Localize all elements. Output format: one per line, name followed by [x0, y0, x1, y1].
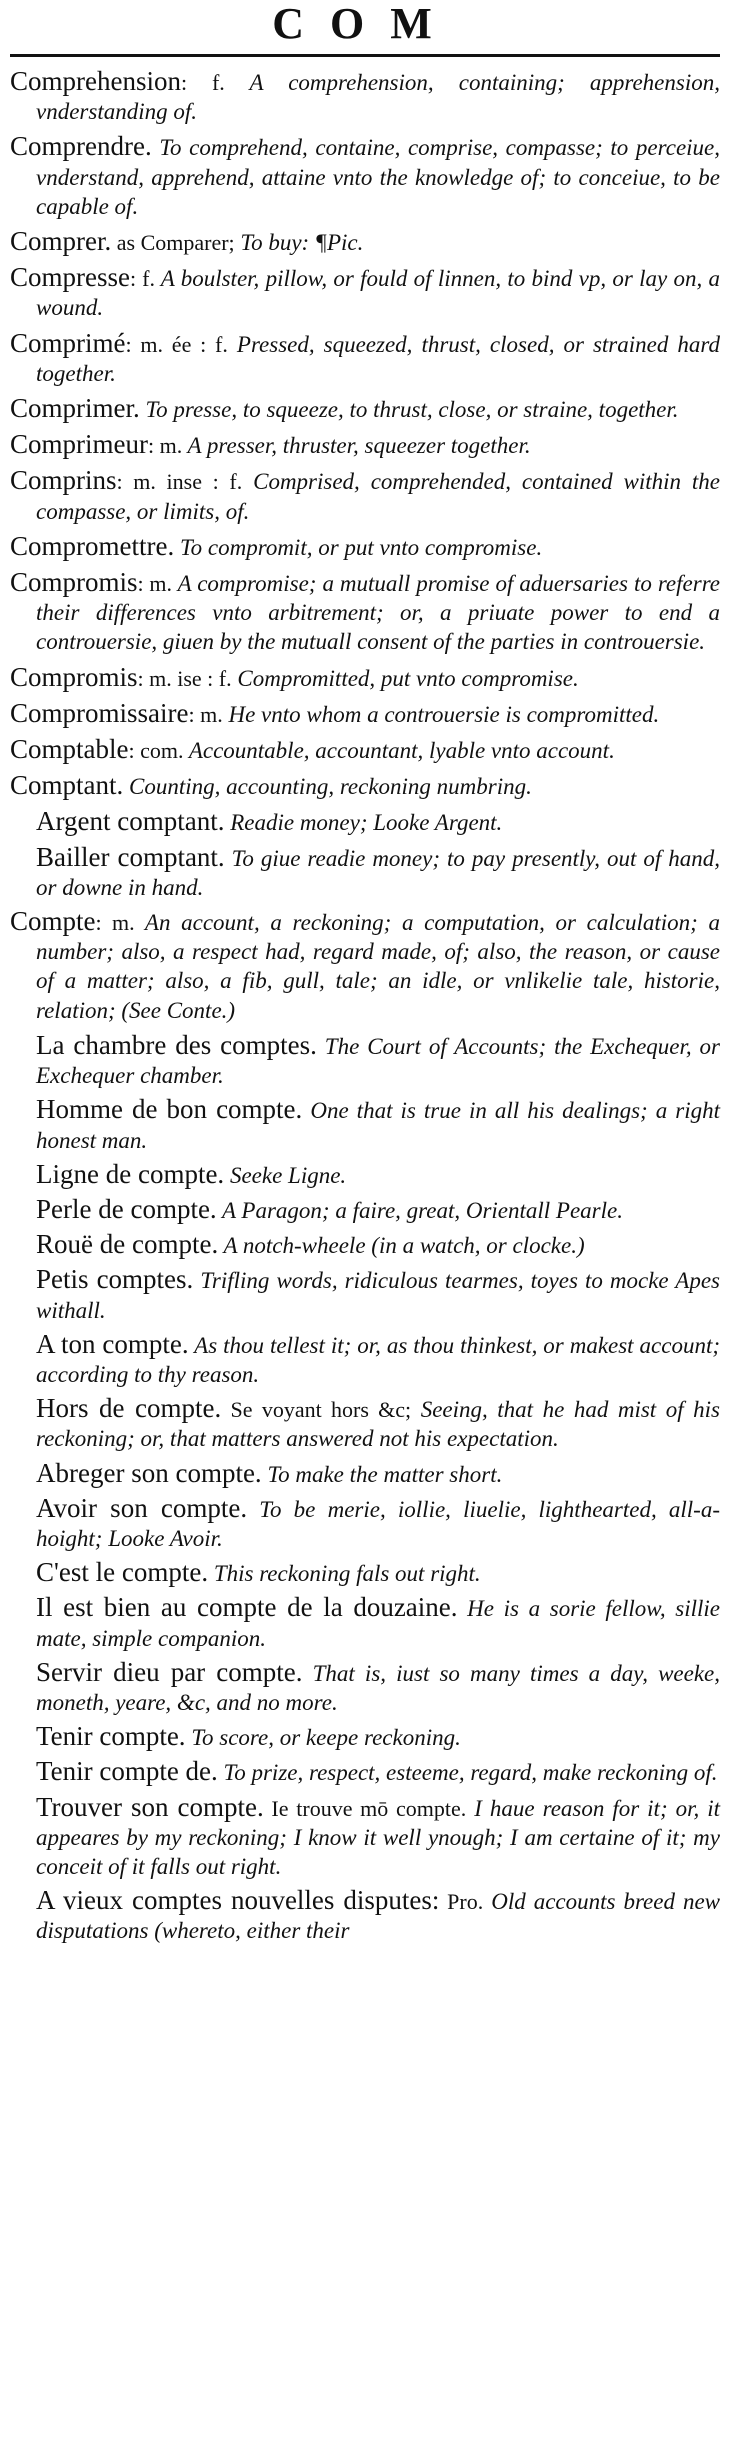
running-head: COM [272, 0, 458, 48]
entry-definition: To buy: ¶Pic. [234, 230, 364, 256]
subentry [10, 1757, 720, 1787]
entry-grammar: : f. [180, 70, 225, 95]
subentry [10, 1459, 720, 1489]
entry-definition: Seeing, that he had mist of his reckoning; or, that matters answered not his expectation. [36, 1397, 720, 1452]
subentry [10, 1394, 720, 1453]
dictionary-entry [10, 394, 720, 424]
entry-definition: Trifling words, ridiculous tearmes, toyes to mocke Apes withall. [36, 1268, 720, 1323]
dictionary-entry [10, 67, 720, 126]
entry-definition: To presse, to squeeze, to thrust, close, or straine, together. [139, 397, 679, 423]
entry-definition: A boulster, pillow, or fould of linnen, to bind vp, or lay on, a wound. [36, 266, 720, 321]
dictionary-entry [10, 132, 720, 221]
entry-headword: Compromettre. [10, 530, 175, 561]
entry-headword: Comprimer. [10, 393, 140, 424]
dictionary-entry [10, 663, 720, 693]
entry-headword: C'est le compte. [36, 1557, 209, 1588]
entry-grammar: Ie trouve mō compte. [263, 1795, 467, 1821]
subentry [10, 1160, 720, 1190]
entry-grammar: : f. [129, 266, 155, 292]
entry-grammar: : m. ée : f. [125, 331, 228, 357]
entry-headword: Compromis [10, 567, 138, 598]
entry-headword: Perle de compte. [36, 1193, 217, 1224]
subentry [10, 1031, 720, 1090]
dictionary-entry [10, 329, 720, 388]
subentry [10, 1095, 720, 1154]
entry-headword: Argent comptant. [36, 806, 225, 837]
entry-definition: A Paragon; a faire, great, Orientall Pearle. [216, 1197, 623, 1223]
entry-headword: Comprer. [10, 226, 112, 257]
dictionary-entry [10, 735, 720, 765]
entry-definition: To prize, respect, esteeme, regard, make reckoning of. [217, 1760, 718, 1786]
dictionary-entry [10, 466, 720, 525]
entry-definition: To be merie, iollie, liuelie, lighthearted, all-a-hoight; Looke Avoir. [36, 1496, 721, 1551]
entry-grammar: Se voyant hors &c; [221, 1397, 412, 1423]
dictionary-entry [10, 430, 720, 460]
entry-definition: To compromit, or put vnto compromise. [174, 534, 543, 560]
entry-definition: A comprehension, containing; apprehension, vnderstanding of. [36, 70, 720, 125]
entry-grammar: : m. [137, 571, 172, 597]
entry-headword: Hors de compte. [36, 1393, 222, 1424]
subentry [10, 1593, 720, 1652]
entry-headword: Compte [10, 906, 96, 937]
subentry [10, 1558, 720, 1588]
entry-definition: Compromitted, put vnto compromise. [231, 665, 579, 691]
entry-definition: To make the matter short. [261, 1461, 503, 1487]
entry-definition: Pressed, squeezed, thrust, closed, or strained hard together. [36, 331, 720, 386]
entry-headword: Il est bien au compte de la douzaine. [36, 1592, 458, 1623]
entry-definition: A presser, thruster, squeezer together. [182, 433, 531, 459]
entry-definition: One that is true in all his dealings; a right honest man. [36, 1098, 720, 1153]
entry-definition: An account, a reckoning; a computation, or calculation; a number; also, a respect had, regard made, of; also, the reason, or cause of a matter; also, a fib, gull, tale; an idle, or vnlikelie tale, historie, relation; (See Conte.) [36, 910, 720, 1023]
entry-grammar: : com. [128, 738, 184, 764]
subentry [10, 1265, 720, 1324]
entry-grammar: : m. inse : f. [116, 469, 243, 495]
dictionary-entry [10, 568, 720, 657]
subentry [10, 1195, 720, 1225]
entry-headword: Servir dieu par compte. [36, 1656, 303, 1687]
entry-headword: Compromis [10, 661, 138, 692]
entry-headword: Comprendre. [10, 131, 152, 162]
entry-grammar: as Comparer; [111, 230, 235, 256]
entry-headword: Trouver son compte. [36, 1791, 264, 1822]
entry-headword: Rouë de compte. [36, 1229, 219, 1260]
entry-definition: I haue reason for it; or, it appeares by my reckoning; I know it well ynough; I am certaine of it; my conceit of it falls out right. [36, 1795, 720, 1879]
entry-definition: Readie money; Looke Argent. [224, 810, 503, 836]
entry-definition: The Court of Accounts; the Exchequer, or Exchequer chamber. [36, 1033, 720, 1089]
entry-definition: A notch-wheele (in a watch, or clocke.) [218, 1233, 585, 1259]
subentry [10, 1494, 720, 1553]
entry-definition: To comprehend, containe, comprise, compasse; to perceiue, vnderstand, apprehend, attaine vnto the knowledge of; to conceiue, to be capable of. [36, 135, 720, 219]
subentry [10, 1330, 720, 1389]
entry-headword: Comprins [10, 465, 117, 496]
entry-definition: As thou tellest it; or, as thou thinkest, or makest account; according to thy reason. [36, 1332, 720, 1387]
entry-headword: Bailler comptant. [36, 841, 225, 872]
entry-definition: Old accounts breed new disputations (whereto, either their [36, 1889, 721, 1944]
subentry [10, 1886, 720, 1945]
entry-headword: La chambre des comptes. [36, 1029, 317, 1060]
dictionary-entry [10, 263, 720, 322]
entry-definition: To giue readie money; to pay presently, out of hand, or downe in hand. [36, 845, 720, 900]
entry-headword: Comprimé [10, 327, 126, 358]
entry-definition: Accountable, accountant, lyable vnto account. [183, 738, 615, 764]
entry-grammar: : m. [95, 910, 135, 936]
entry-headword: Comptant. [10, 770, 124, 801]
entry-headword: Comprehension [10, 66, 181, 96]
entry-headword: Abreger son compte. [36, 1457, 262, 1488]
entry-grammar: : m. ise : f. [137, 665, 232, 691]
entry-headword: Tenir compte. [36, 1721, 186, 1752]
subentry [10, 807, 720, 837]
entry-definition: Counting, accounting, reckoning numbring. [123, 774, 532, 800]
entry-definition: To score, or keepe reckoning. [185, 1725, 461, 1751]
entry-definition: He is a sorie fellow, sillie mate, simple companion. [36, 1596, 720, 1651]
entry-headword: Homme de bon compte. [36, 1094, 303, 1125]
dictionary-entry [10, 907, 720, 1025]
entry-grammar: : m. [147, 433, 183, 459]
subentry [10, 1230, 720, 1260]
subentry [10, 843, 720, 902]
subentry [10, 1793, 720, 1882]
entry-headword: Comprimeur [10, 429, 148, 460]
entry-grammar: Pro. [439, 1889, 484, 1915]
dictionary-entry [10, 532, 720, 562]
entry-definition: Comprised, comprehended, contained within the compasse, or limits, of. [36, 469, 720, 524]
entry-headword: A ton compte. [36, 1328, 189, 1359]
entry-definition: He vnto whom a controuersie is compromitted. [222, 701, 660, 727]
header-rule [10, 54, 720, 57]
entry-headword: Tenir compte de. [36, 1756, 218, 1787]
entry-headword: A vieux comptes nouvelles disputes: [36, 1885, 440, 1916]
entry-headword: Compresse [10, 262, 130, 293]
subentry [10, 1722, 720, 1752]
dictionary-entry [10, 699, 720, 729]
entry-headword: Petis comptes. [36, 1264, 194, 1295]
entry-list [10, 67, 720, 1946]
dictionary-entry [10, 771, 720, 801]
entry-definition: That is, iust so many times a day, weeke, moneth, yeare, &c, and no more. [36, 1660, 720, 1715]
entry-definition: A compromise; a mutuall promise of aduersaries to referre their differences vnto arbitrement; or, a priuate power to end a controuersie, giuen by the mutuall consent of the parties in controuersie. [36, 571, 720, 655]
entry-definition: This reckoning fals out right. [208, 1561, 481, 1587]
entry-grammar: : m. [188, 701, 223, 727]
entry-headword: Ligne de compte. [36, 1158, 225, 1189]
entry-headword: Avoir son compte. [36, 1492, 248, 1523]
entry-headword: Compromissaire [10, 697, 189, 728]
dictionary-entry [10, 227, 720, 257]
entry-definition: Seeke Ligne. [224, 1162, 347, 1188]
subentry [10, 1658, 720, 1717]
entry-headword: Comptable [10, 734, 129, 765]
